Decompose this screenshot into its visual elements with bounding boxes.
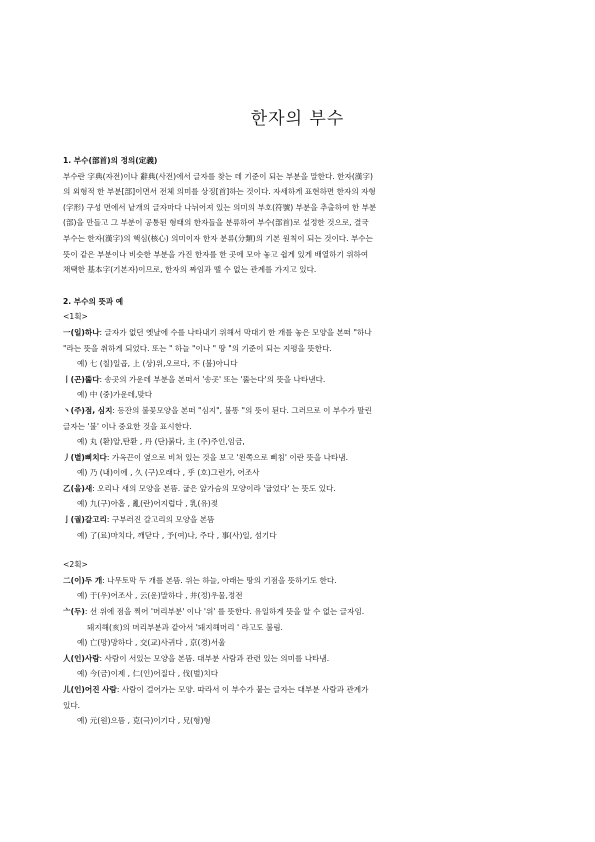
radical-name: 丿(별)삐치다 (63, 452, 107, 462)
paragraph-line: 부수란 字典(자전)이나 辭典(사전)에서 글자를 찾는 데 기준이 되는 부분을 말한다. 한자(漢字) (63, 171, 373, 181)
radical-examples: 예) 九(구)아홉 , 亂(란)어지럽다 , 乳(유)젖 (77, 499, 219, 509)
radical-description: : 오리나 새의 모양을 본뜸. 굽은 앞가슴의 모양이라 '굽었다' 는 뜻도 있다. (92, 483, 336, 493)
radical-name: 亅(궐)갈고리 (63, 515, 107, 525)
radical-name: 丨(곤)뚫다 (63, 374, 100, 384)
radical-name: 乙(을)새 (63, 483, 93, 493)
radical-examples: 예) 元(원)으뜸 , 克(극)이기다 , 兄(형)형 (77, 716, 211, 726)
paragraph-line: 의 외형적 한 부분[部]이면서 전체 의미를 상징[首]하는 것이다. 자세하게 표현하면 한자의 자형 (63, 187, 376, 197)
radical-entry (63, 512, 533, 543)
paragraph-line: 뜻이 같은 부분이나 비슷한 부분을 가진 한자를 한 곳에 모아 놓고 쉽게 있게 배열하기 위하여 (63, 249, 369, 259)
radical-description-continued: 돼지해(亥)의 머리부분과 같아서 '돼지해머리 ' 라고도 불림. (87, 622, 283, 632)
radical-entry (63, 450, 533, 481)
radical-name: 二(이)두 개 (63, 575, 103, 585)
radical-entry (63, 651, 533, 682)
section-1-paragraph (63, 169, 533, 278)
radical-entry (63, 372, 533, 403)
section-2-heading: 2. 부수의 뜻과 예 (63, 296, 124, 306)
radical-description-continued: 글자는 '불' 이나 중요한 것을 표시한다. (63, 421, 192, 431)
radical-description-continued: 있다. (63, 700, 81, 710)
radical-description: : 사람이 서있는 모양을 본뜸. 대부분 사람과 관련 있는 의미를 나타냄. (99, 653, 330, 663)
stroke-group-1-label: <1획> (63, 312, 88, 322)
radical-entry (63, 604, 533, 651)
radical-examples: 예) 于(우)어조사 , 云(운)말하다 , 井(정)우물,정전 (77, 591, 243, 601)
paragraph-line: 채택한 基本字(기본자)이므로, 한자의 짜임과 뗄 수 없는 관계를 가지고 있다. (63, 265, 317, 275)
stroke-group-2-label: <2획> (63, 560, 88, 570)
radical-examples: 예) 了(료)마치다, 깨닫다 , 予(여)나, 주다 , 事(사)일, 섬기다 (77, 530, 277, 540)
radical-entry (63, 682, 533, 729)
radical-examples: 예) 七 (칠)일곱, 上 (상)위,오르다, 不 (불)아니다 (77, 359, 238, 369)
radical-description: : 가옥끈이 옆으로 비쳐 있는 것을 보고 '왼쪽으로 삐침' 이란 뜻을 나타냄. (106, 452, 348, 462)
paragraph-line: (字形) 구성 면에서 낱개의 글자마다 나뉘어져 있는 의미의 부호(符號) 부분을 추출하여 한 부분 (63, 202, 377, 212)
radical-description: : 글자가 없던 옛날에 수를 나타내기 위해서 막대기 한 개를 놓은 모양을 본떠 "하나 (99, 327, 372, 337)
radical-examples: 예) 亡(망)망하다 , 交(교)사귀다 , 京(경)서울 (77, 638, 226, 648)
radical-name: 亠(두) (63, 607, 85, 617)
radical-description: : 사람이 걸어가는 모양. 따라서 이 부수가 붙는 글자는 대부분 사람과 관계가 (116, 685, 369, 694)
radical-entry (63, 481, 533, 512)
section-1-heading: 1. 부수(部首)의 정의(定義) (63, 156, 158, 165)
radical-name: 儿(인)어진 사람 (63, 685, 117, 694)
radical-description: : 등잔의 불꽃모양을 본떠 "심지", 불똥 "의 뜻이 된다. 그러므로 이 부수가 딸린 (112, 405, 372, 415)
radical-entry (63, 403, 533, 450)
radical-description: : 송곳의 가운데 부분을 본떠서 '송곳' 또는 '뚫는다'의 뜻을 나타낸다. (99, 374, 326, 384)
paragraph-line: 부수는 한자(漢字)의 핵심(核心) 의미이자 한자 분류(分類)의 기본 원칙이 되는 것이다. 부수는 (63, 233, 373, 243)
radical-description: : 구부러진 갈고리의 모양을 본뜸 (106, 515, 215, 525)
radical-description: : 선 위에 점을 찍어 '머리부분' 이나 '위' 를 뜻한다. 유일하게 뜻을 알 수 없는 글자임. (84, 607, 365, 617)
radical-name: 人(인)사람 (63, 653, 100, 663)
page-title: 한자의 부수 (250, 109, 345, 129)
radical-entry (63, 325, 533, 372)
radical-examples: 예) 丸 (환)알,탄환 , 丹 (단)붉다, 主 (주)주인,임금, (77, 437, 245, 447)
radical-examples: 예) 乃 (내)이에 , 久 (구)오래다 , 乎 (호)그런가, 어조사 (77, 468, 260, 478)
radical-examples: 예) 中 (중)가운데,맞다 (77, 390, 153, 400)
document-body (63, 153, 533, 729)
radical-entry (63, 573, 533, 604)
radical-description: : 나무토막 두 개를 본뜸. 위는 하늘, 아래는 땅의 기점을 뜻하기도 한다. (102, 575, 337, 585)
radical-name: 丶(주)점, 심지 (63, 405, 113, 415)
radical-description-continued: "라는 뜻을 취하게 되었다. 또는 " 하늘 "이나 " 땅 "의 기준이 되는 지평을 뜻한다. (63, 343, 332, 353)
radical-examples: 예) 今(금)이제 , 仁(인)어질다 , 伐(벌)치다 (77, 669, 219, 679)
radical-name: 一(일)하나 (63, 327, 100, 337)
paragraph-line: (部)을 만들고 그 부분이 공통된 형태의 한자들을 분류하여 부수(部首)로 설정한 것으로, 결국 (63, 218, 369, 228)
